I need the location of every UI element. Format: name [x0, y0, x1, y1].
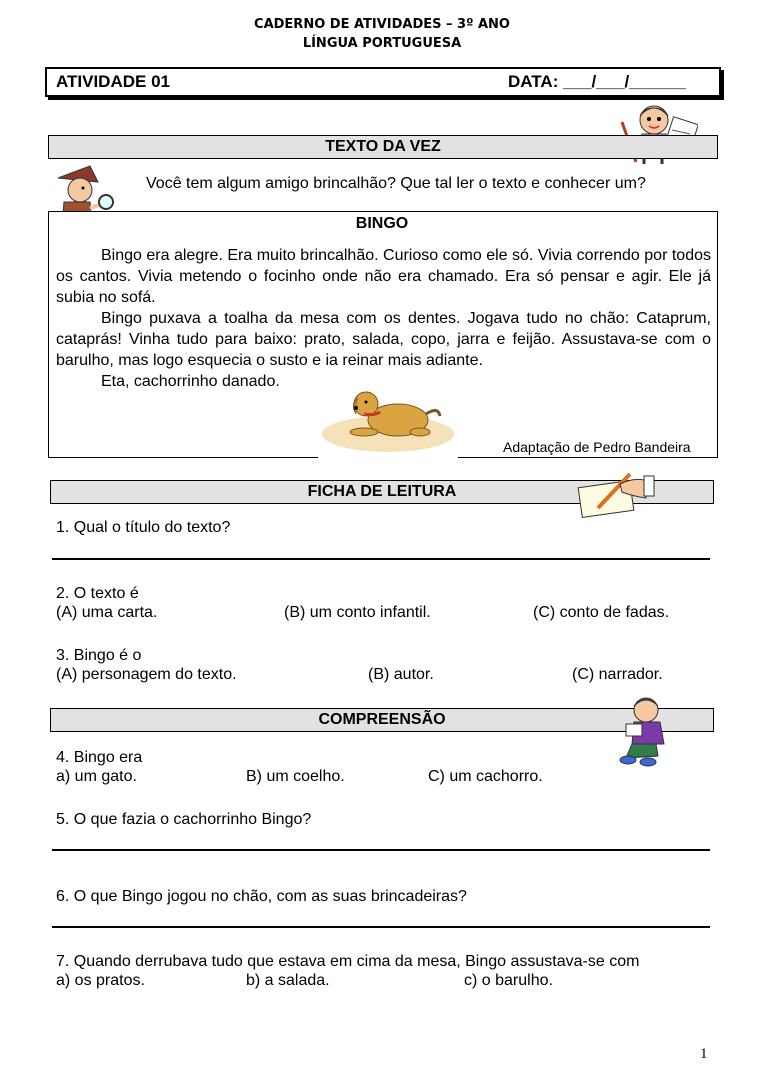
question-6: 6. O que Bingo jogou no chão, com as suas brincadeiras? [56, 888, 467, 905]
page-number: 1 [700, 1046, 708, 1062]
story-paragraph: Eta, cachorrinho danado. [101, 373, 280, 390]
q3-option-b: (B) autor. [368, 666, 434, 683]
q2-option-a: (A) uma carta. [56, 604, 158, 621]
question-3: 3. Bingo é o [56, 647, 142, 664]
question-1: 1. Qual o título do texto? [56, 519, 231, 536]
q7-option-c: c) o barulho. [464, 972, 553, 989]
section-compreensao-title: COMPREENSÃO [318, 711, 446, 728]
dog-illustration [320, 386, 458, 456]
section-intro-text: Você tem algum amigo brincalhão? Que tal ler o texto e conhecer um? [146, 175, 646, 192]
activity-date: DATA: ___/___/______ [508, 72, 686, 91]
story-paragraph: Bingo puxava a toalha da mesa com os dentes. Jogava tudo no chão: Cataprum, cataprás! Vinha tudo para baixo: prato, salada, copo, jarra e feijão. Assustava-se com o barulho, mas logo esquecia o susto e ia reinar mais adiante. [56, 310, 711, 369]
hand-writing-illustration [574, 470, 656, 522]
question-7: 7. Quando derrubava tudo que estava em cima da mesa, Bingo assustava-se com [56, 953, 640, 970]
document-header-line2: LÍNGUA PORTUGUESA [302, 36, 462, 51]
q3-option-a: (A) personagem do texto. [56, 666, 237, 683]
question-2: 2. O texto é [56, 585, 139, 602]
q7-option-a: a) os pratos. [56, 972, 145, 989]
q2-option-b: (B) um conto infantil. [284, 604, 431, 621]
boy-reading-illustration [616, 694, 682, 768]
answer-line-q6 [52, 926, 710, 928]
section-ficha-title: FICHA DE LEITURA [307, 483, 457, 500]
q3-option-c: (C) narrador. [572, 666, 663, 683]
q7-option-b: b) a salada. [246, 972, 330, 989]
document-header-line1: CADERNO DE ATIVIDADES – 3º ANO [254, 17, 510, 32]
question-5: 5. O que fazia o cachorrinho Bingo? [56, 811, 312, 828]
q2-option-c: (C) conto de fadas. [533, 604, 670, 621]
section-compreensao [50, 708, 714, 732]
answer-line-q1 [52, 558, 710, 560]
q4-option-c: C) um cachorro. [428, 768, 543, 785]
section-texto-da-vez [48, 135, 718, 159]
story-paragraph: Bingo era alegre. Era muito brincalhão. Curioso como ele só. Vivia correndo por todos os cantos. Vivia metendo o focinho onde não era chamado. Era só pensar e agir. Ele já subia no sofá. [56, 247, 711, 306]
section-texto-da-vez-title: TEXTO DA VEZ [325, 138, 441, 155]
story-text [56, 245, 711, 392]
q4-option-b: B) um coelho. [246, 768, 345, 785]
story-credit: Adaptação de Pedro Bandeira [503, 439, 691, 455]
story-title: BINGO [355, 215, 409, 232]
activity-title: ATIVIDADE 01 [56, 72, 170, 91]
answer-line-q5 [52, 849, 710, 851]
question-4: 4. Bingo era [56, 749, 143, 766]
q4-option-a: a) um gato. [56, 768, 137, 785]
